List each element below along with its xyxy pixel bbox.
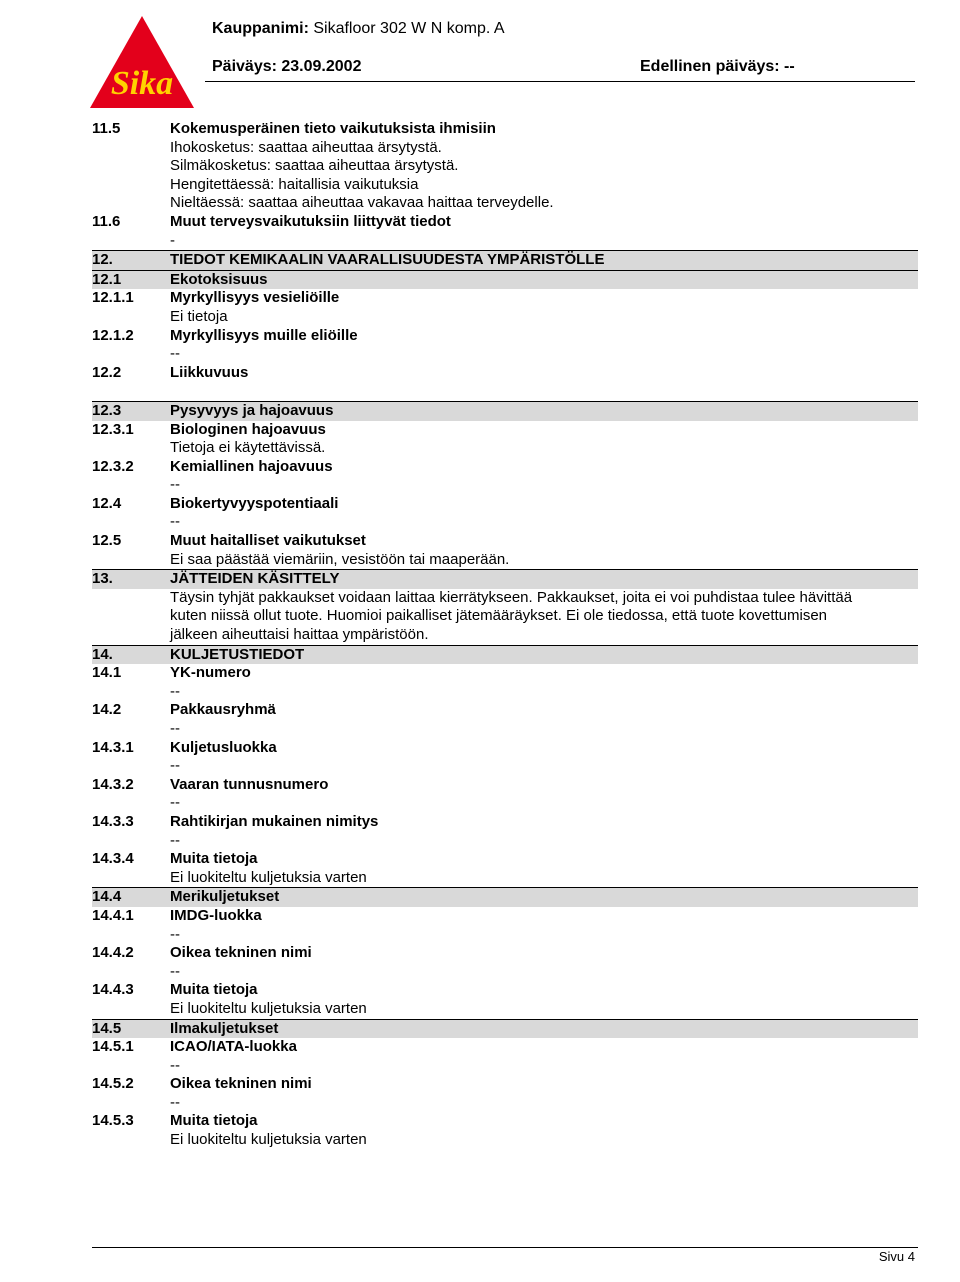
section-number: 14.3.1 (92, 738, 134, 756)
section-number: 14.3.2 (92, 775, 134, 793)
section-number: 12.3 (92, 401, 122, 419)
trade-name-value: Sikafloor 302 W N komp. A (313, 20, 505, 37)
section-heading (92, 813, 918, 832)
section-text (92, 1057, 918, 1076)
section-text (92, 157, 918, 176)
body-text: -- (170, 720, 180, 737)
body-text: Ei luokiteltu kuljetuksia varten (170, 868, 367, 886)
section-title: Muita tietoja (170, 1112, 258, 1130)
body-text: Täysin tyhjät pakkaukset voidaan laittaa kierrätykseen. Pakkaukset, joita ei voi puhdistaa tulee hävittää (170, 588, 853, 606)
body-text: -- (170, 1093, 180, 1111)
section-text (92, 439, 918, 458)
section-text (92, 382, 918, 401)
section-text (92, 1131, 918, 1150)
section-title: Pakkausryhmä (170, 701, 276, 719)
section-title: Kuljetusluokka (170, 738, 277, 756)
body-text: -- (170, 831, 180, 849)
section-heading (92, 364, 918, 383)
section-text (92, 832, 918, 851)
section-heading (92, 981, 918, 1000)
body-text: jälkeen aiheuttaisi haittaa ympäristöön. (170, 626, 429, 644)
section-title: Muita tietoja (170, 850, 258, 868)
section-number: 11.5 (92, 120, 121, 137)
section-title: Vaaran tunnusnumero (170, 775, 329, 793)
section-number: 14.3.3 (92, 812, 134, 830)
section-heading (92, 850, 918, 869)
section-title: Kokemusperäinen tieto vaikutuksista ihmisiin (170, 120, 496, 137)
section-title: Oikea tekninen nimi (170, 944, 312, 962)
section-text (92, 176, 918, 195)
section-heading (92, 944, 918, 963)
section-text (92, 194, 918, 213)
body-text: -- (170, 962, 180, 980)
body-text: Ei tietoja (170, 307, 228, 325)
body-text: Nieltäessä: saattaa aiheuttaa vakavaa haittaa terveydelle. (170, 194, 554, 212)
section-title: YK-numero (170, 664, 251, 682)
section-heading (92, 1019, 918, 1039)
body-text: -- (170, 513, 180, 531)
section-title: Myrkyllisyys vesieliöille (170, 289, 340, 307)
trade-name-label: Kauppanimi: (212, 20, 309, 37)
document-body (92, 120, 918, 1150)
section-text (92, 139, 918, 158)
section-heading (92, 327, 918, 346)
section-heading (92, 213, 918, 232)
section-heading (92, 776, 918, 795)
section-text (92, 345, 918, 364)
section-number: 14. (92, 645, 113, 663)
section-number: 14.5.2 (92, 1075, 134, 1093)
section-number: 12.1.2 (92, 326, 134, 344)
sika-logo (88, 14, 196, 110)
trade-name (212, 20, 505, 38)
section-text (92, 794, 918, 813)
body-text: -- (170, 476, 180, 494)
section-text (92, 1094, 918, 1113)
section-number: 14.4.3 (92, 981, 134, 999)
section-title: Rahtikirjan mukainen nimitys (170, 812, 379, 830)
section-text (92, 926, 918, 945)
section-heading (92, 645, 918, 665)
section-title: Muut terveysvaikutuksiin liittyvät tiedot (170, 212, 451, 230)
body-text: -- (170, 1056, 180, 1074)
body-text: Silmäkosketus: saattaa aiheuttaa ärsytystä. (170, 157, 459, 175)
section-heading (92, 495, 918, 514)
section-number: 12.3.2 (92, 457, 134, 475)
section-number: 12.3.1 (92, 420, 134, 438)
section-heading (92, 270, 918, 290)
section-heading (92, 701, 918, 720)
section-text (92, 589, 918, 608)
section-text (92, 869, 918, 888)
section-heading (92, 1075, 918, 1094)
body-text: -- (170, 794, 180, 812)
section-title: ICAO/IATA-luokka (170, 1038, 297, 1056)
section-number: 14.2 (92, 701, 122, 719)
body-text: Ei luokiteltu kuljetuksia varten (170, 999, 367, 1017)
date: Päiväys: 23.09.2002 (212, 58, 362, 75)
page-number: Sivu 4 (878, 1249, 915, 1264)
section-title: KULJETUSTIEDOT (170, 645, 305, 663)
body-text: kuten niissä ollut tuote. Huomioi paikalliset jätemääräykset. Ei ole tiedossa, että tuote kovettumisen (170, 607, 828, 625)
section-number: 11.6 (92, 212, 121, 230)
section-number: 12.1 (92, 270, 122, 288)
section-heading (92, 887, 918, 907)
section-text (92, 476, 918, 495)
body-text: -- (170, 682, 180, 700)
section-heading (92, 1038, 918, 1057)
section-title: Myrkyllisyys muille eliöille (170, 326, 358, 344)
body-text: Hengitettäessä: haitallisia vaikutuksia (170, 175, 419, 193)
section-number: 12.4 (92, 494, 122, 512)
section-heading (92, 907, 918, 926)
body-text: -- (170, 757, 180, 775)
section-number: 12.1.1 (92, 289, 134, 307)
section-heading (92, 250, 918, 270)
section-number: 14.4.1 (92, 906, 134, 924)
section-text (92, 963, 918, 982)
previous-date: Edellinen päiväys: -- (640, 58, 795, 75)
section-number: 14.4 (92, 888, 122, 906)
section-number: 13. (92, 570, 113, 588)
section-heading (92, 569, 918, 589)
section-title: Pysyvyys ja hajoavuus (170, 401, 334, 419)
section-title: Ekotoksisuus (170, 270, 268, 288)
body-text: Ihokosketus: saattaa aiheuttaa ärsytystä. (170, 138, 442, 156)
section-title: Biokertyvyyspotentiaali (170, 494, 339, 512)
section-text (92, 513, 918, 532)
footer-divider (92, 1247, 918, 1248)
body-text: Ei saa päästää viemäriin, vesistöön tai maaperään. (170, 550, 510, 568)
body-text: Tietoja ei käytettävissä. (170, 439, 326, 457)
section-title: Biologinen hajoavuus (170, 420, 326, 438)
section-title: Merikuljetukset (170, 888, 280, 906)
section-text (92, 757, 918, 776)
section-title: Oikea tekninen nimi (170, 1075, 312, 1093)
header-divider (205, 81, 915, 82)
section-title: IMDG-luokka (170, 906, 262, 924)
section-text (92, 607, 918, 626)
section-heading (92, 289, 918, 308)
section-title: TIEDOT KEMIKAALIN VAARALLISUUDESTA YMPÄRISTÖLLE (170, 251, 605, 269)
section-title: Liikkuvuus (170, 363, 249, 381)
logo-text: Sika (110, 65, 174, 102)
section-number: 12.5 (92, 532, 122, 550)
section-number: 14.5 (92, 1019, 122, 1037)
section-number: 12.2 (92, 363, 122, 381)
section-text (92, 1000, 918, 1019)
section-number: 14.5.1 (92, 1038, 134, 1056)
section-title: Ilmakuljetukset (170, 1019, 279, 1037)
body-text: Ei luokiteltu kuljetuksia varten (170, 1131, 367, 1149)
body-text (170, 382, 918, 401)
section-text (92, 551, 918, 570)
section-title: Muita tietoja (170, 981, 258, 999)
section-text (92, 308, 918, 327)
section-text (92, 232, 918, 251)
section-title: Kemiallinen hajoavuus (170, 457, 333, 475)
section-heading (92, 532, 918, 551)
section-title: JÄTTEIDEN KÄSITTELY (170, 570, 340, 588)
section-heading (92, 664, 918, 683)
section-text (92, 720, 918, 739)
section-number: 12. (92, 251, 113, 269)
section-heading (92, 458, 918, 477)
section-heading (92, 120, 918, 139)
body-text: -- (170, 925, 180, 943)
section-heading (92, 401, 918, 421)
section-number: 14.1 (92, 664, 122, 682)
section-text (92, 626, 918, 645)
section-heading (92, 421, 918, 440)
section-number: 14.4.2 (92, 944, 134, 962)
section-number: 14.3.4 (92, 850, 134, 868)
section-text (92, 683, 918, 702)
section-number: 14.5.3 (92, 1112, 134, 1130)
section-heading (92, 1112, 918, 1131)
section-heading (92, 739, 918, 758)
body-text: -- (170, 345, 180, 363)
section-title: Muut haitalliset vaikutukset (170, 532, 366, 550)
body-text: - (170, 231, 175, 249)
